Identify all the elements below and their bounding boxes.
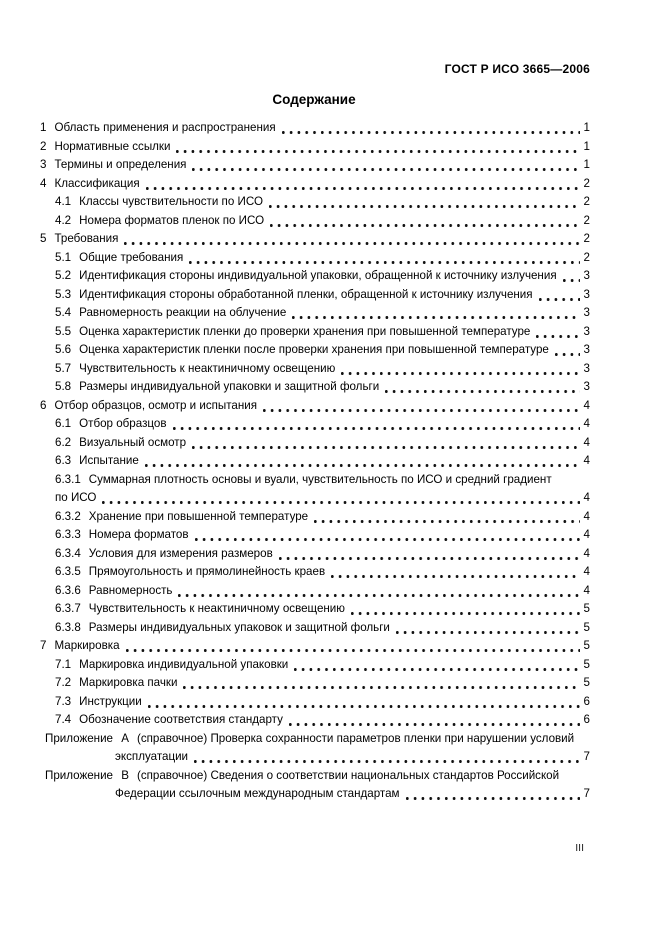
entry-number: 4 xyxy=(40,176,47,190)
toc-entry xyxy=(38,415,590,434)
dot-leader xyxy=(331,563,579,582)
toc-entry-continuation xyxy=(38,748,590,767)
toc-entry xyxy=(38,156,590,175)
toc-entry xyxy=(38,674,590,693)
dot-leader xyxy=(270,212,579,231)
toc-entry xyxy=(38,138,590,157)
dot-leader xyxy=(195,526,580,545)
toc-entry xyxy=(38,212,590,231)
dot-leader xyxy=(183,674,579,693)
toc-entry xyxy=(38,545,590,564)
entry-number: 2 xyxy=(40,139,47,153)
entry-page-number: 4 xyxy=(583,546,590,560)
entry-page-number: 1 xyxy=(583,139,590,153)
entry-number: 4.1 xyxy=(55,195,72,208)
entry-title: (справочное) Проверка сохранности параметров пленки при нарушении условий xyxy=(136,731,575,745)
entry-number: 7 xyxy=(40,639,47,652)
toc-list xyxy=(38,119,590,804)
entry-number: Приложение В xyxy=(45,768,129,782)
entry-page-number: 4 xyxy=(583,417,590,430)
dot-leader xyxy=(192,156,579,175)
entry-page-number: 4 xyxy=(583,565,590,578)
toc-entry xyxy=(38,193,590,212)
entry-page-number: 6 xyxy=(583,713,590,726)
toc-entry xyxy=(38,249,590,268)
entry-page-number: 4 xyxy=(583,528,590,541)
toc-entry xyxy=(38,563,590,582)
entry-title: Термины и определения xyxy=(54,158,187,171)
dot-leader xyxy=(124,230,579,249)
toc-entry-continuation xyxy=(38,489,590,508)
entry-page-number: 4 xyxy=(583,583,590,597)
entry-title: Размеры индивидуальных упаковок и защитной фольги xyxy=(88,620,390,634)
entry-page-number: 3 xyxy=(583,380,590,393)
dot-leader xyxy=(292,304,579,323)
toc-entry xyxy=(38,582,590,601)
entry-title: Маркировка индивидуальной упаковки xyxy=(79,657,289,671)
toc-entry xyxy=(38,304,590,323)
dot-leader xyxy=(194,748,580,767)
toc-entry xyxy=(38,600,590,619)
toc-entry xyxy=(38,619,590,638)
dot-leader xyxy=(173,415,580,434)
entry-page-number: 4 xyxy=(583,435,590,449)
entry-title: Классы чувствительности по ИСО xyxy=(79,195,263,208)
entry-number: 5.6 xyxy=(55,343,72,356)
entry-page-number: 2 xyxy=(583,232,590,245)
entry-page-number: 2 xyxy=(583,250,590,264)
entry-number: 6.3.5 xyxy=(55,565,81,578)
entry-number: 7.1 xyxy=(55,657,72,671)
entry-number: 6.3.4 xyxy=(55,546,81,560)
doc-code-header: ГОСТ Р ИСО 3665—2006 xyxy=(444,62,590,76)
entry-title-continuation: Федерации ссылочным международным стандартам xyxy=(115,787,400,800)
entry-page-number: 4 xyxy=(583,509,590,523)
entry-page-number: 7 xyxy=(583,750,590,763)
entry-page-number: 5 xyxy=(583,602,590,615)
entry-page-number: 4 xyxy=(583,398,590,412)
entry-title: Общие требования xyxy=(79,250,184,264)
entry-page-number: 5 xyxy=(583,639,590,652)
entry-title-continuation: эксплуатации xyxy=(115,750,189,763)
entry-title: Требования xyxy=(54,232,119,245)
entry-title: Прямоугольность и прямолинейность краев xyxy=(88,565,326,578)
entry-page-number: 3 xyxy=(583,306,590,319)
toc-entry xyxy=(38,730,590,749)
dot-leader xyxy=(148,693,580,712)
entry-title: Маркировка пачки xyxy=(79,676,178,689)
entry-number: 7.2 xyxy=(55,676,72,689)
dot-leader xyxy=(282,119,580,138)
dot-leader xyxy=(536,323,579,342)
entry-title: Номера форматов xyxy=(88,528,189,541)
dot-leader xyxy=(314,508,579,527)
entry-number: 5.7 xyxy=(55,361,72,375)
dot-leader xyxy=(189,249,579,268)
entry-title: Маркировка xyxy=(54,639,120,652)
dot-leader xyxy=(102,489,579,508)
dot-leader xyxy=(176,138,579,157)
entry-page-number: 3 xyxy=(583,361,590,375)
entry-number: 5.1 xyxy=(55,250,72,264)
toc-entry xyxy=(38,452,590,471)
entry-page-number: 5 xyxy=(583,657,590,671)
dot-leader xyxy=(539,286,580,305)
dot-leader xyxy=(351,600,580,619)
entry-page-number: 4 xyxy=(583,491,590,504)
entry-page-number: 1 xyxy=(583,158,590,171)
dot-leader xyxy=(192,434,580,453)
entry-title: Идентификация стороны обработанной пленки, обращенной к источнику излучения xyxy=(79,287,533,301)
toc-entry xyxy=(38,378,590,397)
toc-entry xyxy=(38,360,590,379)
entry-title: Нормативные ссылки xyxy=(54,139,171,153)
entry-number: 5.3 xyxy=(55,287,72,301)
folio-page-number: III xyxy=(575,842,584,854)
entry-title: Оценка характеристик пленки до проверки хранения при повышенной температуре xyxy=(79,324,531,338)
entry-number: 5.5 xyxy=(55,324,72,338)
toc-entry xyxy=(38,656,590,675)
entry-title: Размеры индивидуальной упаковки и защитной фольги xyxy=(79,380,380,393)
entry-page-number: 3 xyxy=(583,287,590,301)
toc-entry xyxy=(38,119,590,138)
entry-page-number: 1 xyxy=(583,121,590,134)
entry-number: 6 xyxy=(40,398,47,412)
entry-number: 6.3.6 xyxy=(55,583,81,597)
entry-number: 6.3 xyxy=(55,454,72,467)
dot-leader xyxy=(178,582,579,601)
entry-title: Чувствительность к неактиничному освещению xyxy=(88,602,345,615)
toc-entry xyxy=(38,526,590,545)
entry-title: Обозначение соответствия стандарту xyxy=(79,713,283,726)
entry-title: Равномерность xyxy=(88,583,173,597)
toc-entry xyxy=(38,767,590,786)
page-title: Содержание xyxy=(272,92,356,107)
entry-title: Номера форматов пленок по ИСО xyxy=(79,213,265,227)
entry-page-number: 2 xyxy=(583,195,590,208)
entry-page-number: 5 xyxy=(583,620,590,634)
toc-entry xyxy=(38,175,590,194)
entry-title: Область применения и распространения xyxy=(54,121,276,134)
dot-leader xyxy=(146,175,580,194)
toc-entry xyxy=(38,637,590,656)
dot-leader xyxy=(263,397,580,416)
dot-leader xyxy=(269,193,580,212)
entry-number: 1 xyxy=(40,121,47,134)
entry-title: Идентификация стороны индивидуальной упаковки, обращенной к источнику излучения xyxy=(79,269,557,282)
dot-leader xyxy=(555,341,580,360)
entry-page-number: 4 xyxy=(583,454,590,467)
entry-number: 6.3.2 xyxy=(55,509,81,523)
entry-title: Хранение при повышенной температуре xyxy=(88,509,309,523)
entry-number: 6.3.1 xyxy=(55,472,81,486)
toc-entry xyxy=(38,711,590,730)
toc-entry xyxy=(38,267,590,286)
entry-title: Чувствительность к неактиничному освещению xyxy=(79,361,336,375)
toc-entry xyxy=(38,323,590,342)
entry-number: 5.2 xyxy=(55,269,72,282)
entry-number: Приложение А xyxy=(45,731,129,745)
entry-title: Условия для измерения размеров xyxy=(88,546,273,560)
toc-entry xyxy=(38,434,590,453)
entry-number: 6.3.8 xyxy=(55,620,81,634)
dot-leader xyxy=(145,452,580,471)
dot-leader xyxy=(396,619,580,638)
dot-leader xyxy=(406,785,580,804)
dot-leader xyxy=(289,711,580,730)
toc-entry xyxy=(38,230,590,249)
toc-entry xyxy=(38,397,590,416)
entry-page-number: 3 xyxy=(583,269,590,282)
dot-leader xyxy=(294,656,579,675)
entry-title: Инструкции xyxy=(79,694,142,708)
toc-entry xyxy=(38,693,590,712)
toc-entry-continuation xyxy=(38,785,590,804)
toc-entry xyxy=(38,471,590,490)
entry-number: 3 xyxy=(40,158,47,171)
entry-title: Суммарная плотность основы и вуали, чувствительность по ИСО и средний градиент xyxy=(88,472,552,486)
entry-title: (справочное) Сведения о соответствии национальных стандартов Российской xyxy=(136,768,560,782)
entry-number: 7.4 xyxy=(55,713,72,726)
entry-number: 5.4 xyxy=(55,306,72,319)
entry-number: 5.8 xyxy=(55,380,72,393)
entry-title: Оценка характеристик пленки после проверки хранения при повышенной температуре xyxy=(79,343,549,356)
entry-number: 6.3.7 xyxy=(55,602,81,615)
entry-page-number: 7 xyxy=(583,787,590,800)
entry-title: Равномерность реакции на облучение xyxy=(79,306,287,319)
entry-page-number: 5 xyxy=(583,676,590,689)
entry-number: 6.3.3 xyxy=(55,528,81,541)
dot-leader xyxy=(341,360,579,379)
entry-number: 6.2 xyxy=(55,435,72,449)
entry-page-number: 3 xyxy=(583,343,590,356)
entry-page-number: 2 xyxy=(583,213,590,227)
dot-leader xyxy=(126,637,580,656)
entry-number: 5 xyxy=(40,232,47,245)
toc-entry xyxy=(38,508,590,527)
entry-title: Испытание xyxy=(79,454,139,467)
entry-page-number: 2 xyxy=(583,176,590,190)
dot-leader xyxy=(385,378,579,397)
dot-leader xyxy=(563,267,580,286)
entry-number: 6.1 xyxy=(55,417,72,430)
entry-title: Визуальный осмотр xyxy=(79,435,187,449)
entry-number: 7.3 xyxy=(55,694,72,708)
entry-number: 4.2 xyxy=(55,213,72,227)
entry-title: Отбор образцов xyxy=(79,417,167,430)
entry-title-continuation: по ИСО xyxy=(55,491,97,504)
entry-title: Классификация xyxy=(54,176,140,190)
toc-entry xyxy=(38,286,590,305)
dot-leader xyxy=(279,545,580,564)
entry-title: Отбор образцов, осмотр и испытания xyxy=(54,398,258,412)
entry-page-number: 3 xyxy=(583,324,590,338)
toc-entry xyxy=(38,341,590,360)
entry-page-number: 6 xyxy=(583,694,590,708)
